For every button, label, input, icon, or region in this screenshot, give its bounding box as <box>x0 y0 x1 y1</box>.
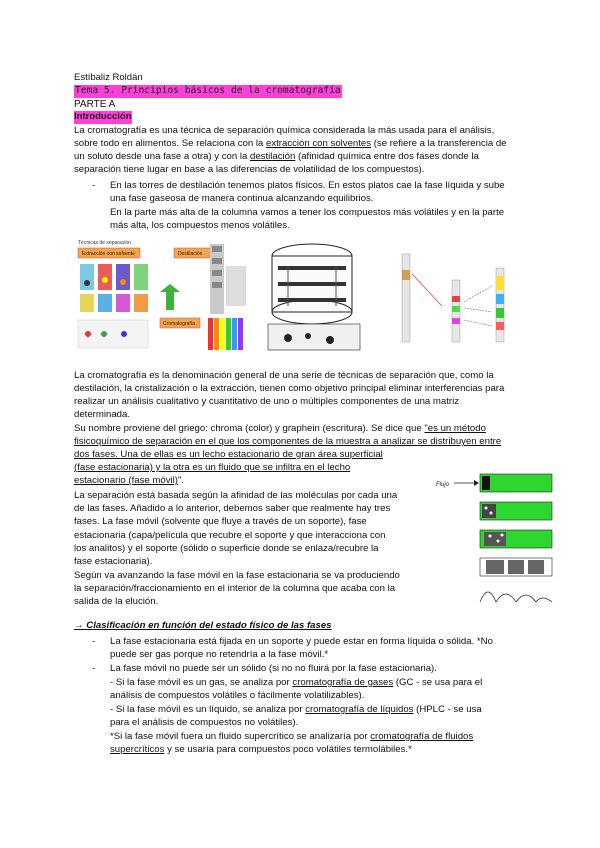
para3-text: ". <box>177 475 185 486</box>
supercritical-term: cromatografía de fluidos <box>370 731 474 742</box>
para4-line-2: de las fases. Añadido a lo anterior, debemos saber que realmente hay tres <box>74 503 391 514</box>
para2-line-2: destilación, la cristalización o la extracción, tienen como objetivo principal eliminar interferencias para <box>74 383 505 394</box>
sub-text: y se usaría para compuestos poco volátiles termolábiles.* <box>167 744 412 755</box>
para4-line-6: fase estacionaria). <box>74 556 153 567</box>
dash-bullet: - <box>92 636 96 647</box>
liquid-line-1 <box>110 704 482 717</box>
flow-label: Flujo <box>436 482 450 488</box>
para2-line-1: La cromatografía es la denominación general de una serie de técnicas de separación que, como la <box>74 370 494 381</box>
intro-line-1: La cromatografía es una técnica de separación química considerada la más usada para el análisis, <box>74 125 495 136</box>
para2-line-3: realizar un análisis cualitativo y cuantitativo de uno o múltiples componentes de una matriz <box>74 396 460 407</box>
supercritical-line-2 <box>110 744 412 757</box>
author-name: Estíbaliz Roldán <box>74 72 143 83</box>
class-bullet1-line-2: puede ser gas porque no retendría a la fase móvil.* <box>110 649 329 660</box>
dash-bullet: - <box>92 663 96 674</box>
sub-text: - Si la fase móvil es un gas, se analiza por <box>110 677 290 688</box>
intro-text: sobre todo en alimentos. Se relaciona con la <box>74 138 264 149</box>
intro-text: (afinidad química entre dos fases donde la <box>298 151 479 162</box>
liquid-line-2: para el análisis de compuestos no volátiles). <box>110 717 299 728</box>
bullet1-line-4: más alta, los compuestos menos volátiles. <box>110 220 290 231</box>
column-separation-figure <box>428 470 556 608</box>
intro-line-3 <box>74 151 479 164</box>
intro-text: (se refiere a la transferencia de <box>373 138 507 149</box>
para3-line-3: dos fases. Una de ellas es un lecho estacionario de gran área superficial <box>74 449 383 460</box>
para5-line-3: salida de la elución. <box>74 596 159 607</box>
intro-line-4: separación tiene lugar en base a las diferencias de volatilidad de los compuestos). <box>74 164 425 175</box>
classification-heading: → Clasificación en función del estado físico de las fases <box>74 620 332 631</box>
chromatography-column-figure <box>372 236 532 354</box>
para3-line-5 <box>74 475 184 488</box>
separation-techniques-figure <box>74 236 252 354</box>
para4-line-4: estacionaria (capa/película que recubre el soporte y que interacciona con <box>74 530 386 541</box>
gas-line-1 <box>110 677 482 690</box>
part-heading: PARTE A <box>74 99 116 110</box>
class-bullet1-line-1: La fase estacionaria está fijada en un soporte y puede estar en forma líquida o sólida. *No <box>110 636 493 647</box>
gas-line-2: análisis de compuestos volátiles o fácilmente volatilizables). <box>110 690 365 701</box>
para5-line-1: Según va avanzando la fase móvil en la fase estacionaria se va produciendo <box>74 570 400 581</box>
liquid-chromatography-term: cromatografía de líquidos <box>305 704 414 715</box>
para3-text: estacionario (fase móvil) <box>74 475 178 486</box>
distillation-label: Destilación <box>178 251 203 257</box>
page-title: Tema 5. Principios básicos de la cromatografía <box>75 85 341 96</box>
chromatography-label: Cromatografía <box>163 321 195 327</box>
para5-line-2: la separación/fraccionamiento en el interior de la columna que acaba con la <box>74 583 396 594</box>
dash-bullet: - <box>92 180 96 191</box>
extraction-term: extracción con solventes <box>266 138 372 149</box>
para4-line-1: La separación está basada según la afinidad de las moléculas por cada una <box>74 490 398 501</box>
distillation-column-figure <box>258 236 366 354</box>
para4-line-3: fases. La fase móvil (solvente que fluye a través de un soporte), fase <box>74 516 367 527</box>
intro-line-2 <box>74 138 507 151</box>
sub-text: *Si la fase móvil fuera un fluido supercrítico se analizaría por <box>110 731 368 742</box>
class-bullet2-line-1: La fase móvil no puede ser un sólido (si no no fluirá por la fase estacionaria). <box>110 663 437 674</box>
para3-text: Su nombre proviene del griego: chroma (color) y graphein (escritura). Se dice que <box>74 423 422 434</box>
bullet1-line-1: En las torres de destilación tenemos platos físicos. En estos platos cae la fase líquida y sube <box>110 180 505 191</box>
supercritical-term: supercríticos <box>110 744 165 755</box>
para2-line-4: determinada. <box>74 409 130 420</box>
para3-line-1 <box>74 423 486 436</box>
para4-line-5: los analitos) y el soporte (sólido o superficie donde se enlaza/recubre la <box>74 543 379 554</box>
bullet1-line-2: una fase gaseosa de manera continua alcanzando equilibrios. <box>110 193 374 204</box>
supercritical-line-1 <box>110 731 473 744</box>
distillation-term: destilación <box>250 151 296 162</box>
sub-text: - Si la fase móvil es un líquido, se analiza por <box>110 704 303 715</box>
para3-line-4: (fase estacionaria) y la otra es un fluido que se infiltra en el lecho <box>74 462 351 473</box>
intro-heading: Introducción <box>74 111 132 122</box>
figure-top-label: Técnicas de separación <box>78 240 131 246</box>
bullet1-line-3: En la parte más alta de la columna vamos a tener los compuestos más volátiles y en la parte <box>110 207 505 218</box>
gas-chromatography-term: cromatografía de gases <box>292 677 394 688</box>
intro-text: un soluto desde una fase a otra) y con la <box>74 151 248 162</box>
quote-definition: "es un método <box>424 423 486 434</box>
extraction-label: Extracción con solvente <box>82 251 135 257</box>
para3-line-2: fisicoquímico de separación en el que los componentes de la muestra a analizar se distribuyen entre <box>74 436 502 447</box>
sub-text: (HPLC - se usa <box>416 704 482 715</box>
sub-text: (GC - se usa para el <box>395 677 483 688</box>
